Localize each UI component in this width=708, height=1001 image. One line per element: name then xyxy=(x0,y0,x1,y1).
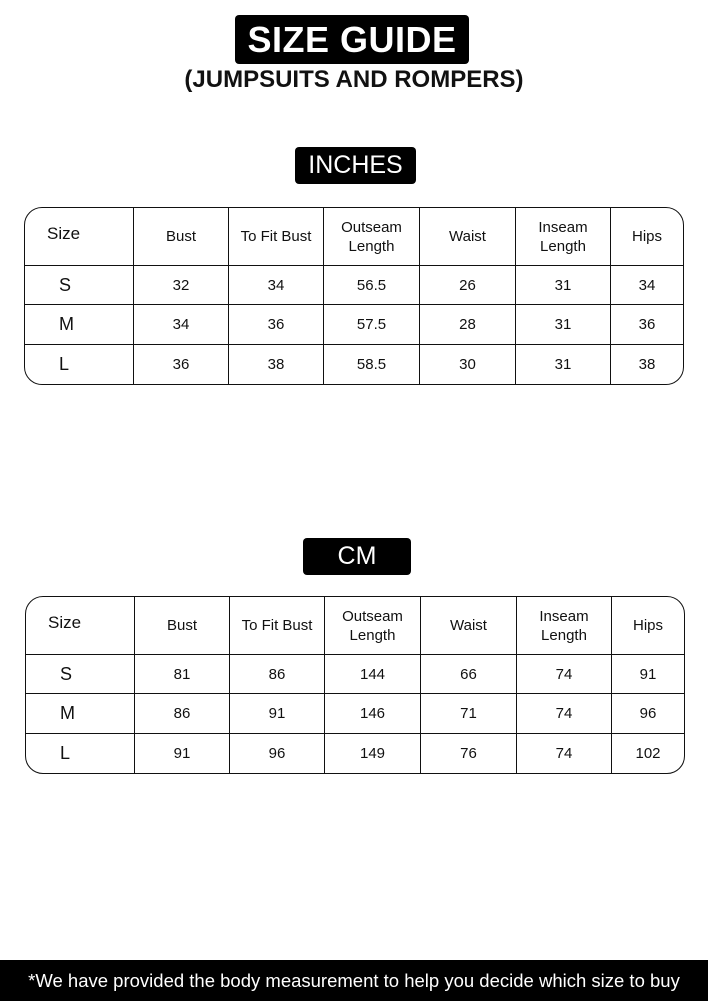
column-header-hips: Hips xyxy=(612,597,684,655)
column-header-hips: Hips xyxy=(611,208,683,266)
waist-cell: 71 xyxy=(421,694,517,733)
column-header-inseam-length: Inseam Length xyxy=(517,597,612,655)
column-header-waist: Waist xyxy=(421,597,517,655)
table-header-row xyxy=(25,208,683,266)
hips-cell: 102 xyxy=(635,744,661,762)
inches-size-table xyxy=(24,207,684,385)
table-header-row xyxy=(26,597,684,655)
column-header-waist: Waist xyxy=(420,208,516,266)
outseam-length-cell: 149 xyxy=(325,734,421,773)
inches-section-badge: INCHES xyxy=(295,147,416,184)
column-header-bust: Bust xyxy=(134,208,229,266)
cm-size-table xyxy=(25,596,685,774)
to-fit-bust-cell: 36 xyxy=(229,305,324,344)
inseam-length-cell: 31 xyxy=(516,266,611,305)
outseam-length-cell: 57.5 xyxy=(324,305,420,344)
inseam-length-cell: 74 xyxy=(517,734,612,773)
column-header-outseam-length: Outseam Length xyxy=(325,597,421,655)
to-fit-bust-cell: 34 xyxy=(229,266,324,305)
column-header-to-fit-bust: To Fit Bust xyxy=(230,597,325,655)
size-label-cell: S xyxy=(25,266,134,305)
bust-cell: 86 xyxy=(135,694,230,733)
hips-cell: 38 xyxy=(638,355,656,373)
hips-cell: 34 xyxy=(611,266,683,305)
to-fit-bust-cell: 91 xyxy=(230,694,325,733)
waist-cell: 76 xyxy=(421,734,517,773)
table-row xyxy=(25,266,683,305)
to-fit-bust-cell: 86 xyxy=(230,655,325,694)
waist-cell: 28 xyxy=(420,305,516,344)
bust-cell: 32 xyxy=(134,266,229,305)
waist-cell: 30 xyxy=(420,345,516,384)
outseam-length-cell: 144 xyxy=(325,655,421,694)
inseam-length-cell: 31 xyxy=(516,345,611,384)
table-row xyxy=(25,345,683,384)
table-row xyxy=(25,305,683,344)
page-title: SIZE GUIDE xyxy=(235,15,469,64)
table-row xyxy=(26,694,684,733)
size-label-cell: L xyxy=(26,734,135,773)
footer-note: *We have provided the body measurement to help you decide which size to buy xyxy=(0,960,708,1001)
bust-cell: 36 xyxy=(134,345,229,384)
column-header-to-fit-bust: To Fit Bust xyxy=(229,208,324,266)
table-row xyxy=(26,655,684,694)
column-header-size: Size xyxy=(26,597,135,655)
outseam-length-cell: 58.5 xyxy=(324,345,420,384)
bust-cell: 81 xyxy=(135,655,230,694)
table-row xyxy=(26,734,684,773)
hips-cell: 96 xyxy=(612,694,684,733)
bust-cell: 91 xyxy=(135,734,230,773)
size-label-cell: L xyxy=(25,345,134,384)
size-label-cell: S xyxy=(26,655,135,694)
inseam-length-cell: 31 xyxy=(516,305,611,344)
outseam-length-cell: 56.5 xyxy=(324,266,420,305)
column-header-size: Size xyxy=(25,208,134,266)
cm-section-badge: CM xyxy=(303,538,411,575)
to-fit-bust-cell: 38 xyxy=(229,345,324,384)
column-header-inseam-length: Inseam Length xyxy=(516,208,611,266)
hips-cell: 91 xyxy=(612,655,684,694)
inseam-length-cell: 74 xyxy=(517,694,612,733)
outseam-length-cell: 146 xyxy=(325,694,421,733)
to-fit-bust-cell: 96 xyxy=(230,734,325,773)
size-label-cell: M xyxy=(25,305,134,344)
waist-cell: 26 xyxy=(420,266,516,305)
size-label-cell: M xyxy=(26,694,135,733)
hips-cell: 36 xyxy=(611,305,683,344)
column-header-outseam-length: Outseam Length xyxy=(324,208,420,266)
inseam-length-cell: 74 xyxy=(517,655,612,694)
bust-cell: 34 xyxy=(134,305,229,344)
column-header-bust: Bust xyxy=(135,597,230,655)
waist-cell: 66 xyxy=(421,655,517,694)
page-subtitle: (JUMPSUITS AND ROMPERS) xyxy=(184,66,524,93)
